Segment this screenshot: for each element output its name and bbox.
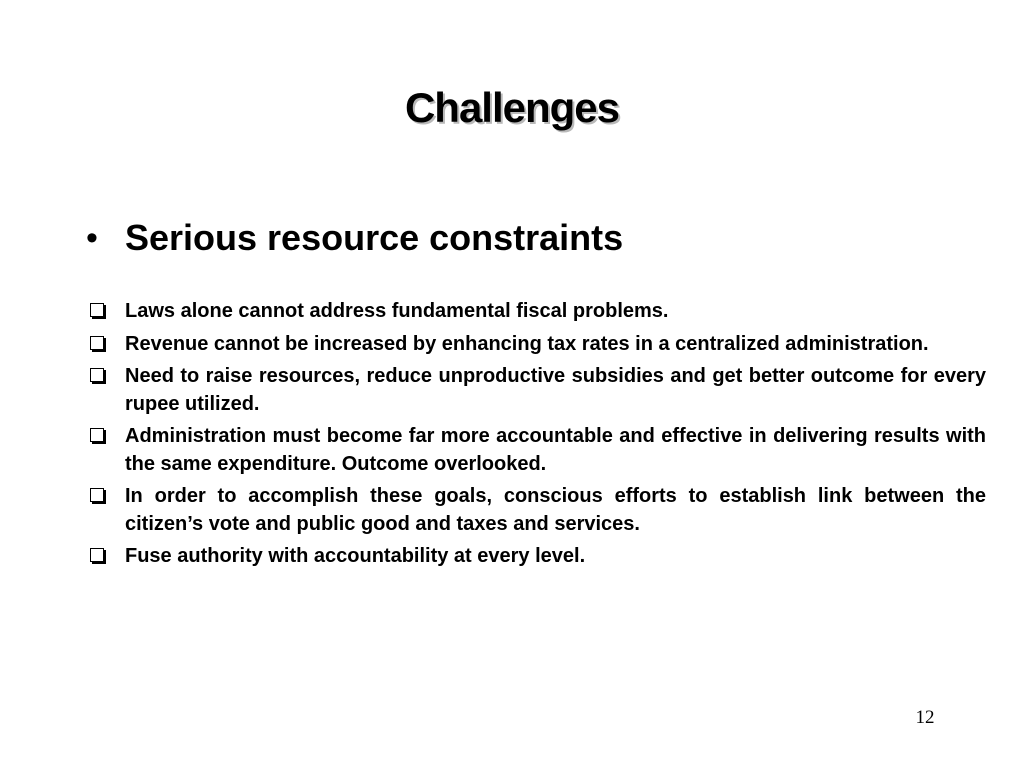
page-number: 12 <box>915 707 935 728</box>
sub-bullet-text: In order to accomplish these goals, conscious efforts to establish link between the citizen’s vote and public good and taxes and services. <box>125 485 986 535</box>
sub-bullet-text: Laws alone cannot address fundamental fiscal problems. <box>125 300 669 322</box>
checkbox-icon <box>90 488 104 502</box>
main-bullet-text: Serious resource constraints <box>125 217 624 258</box>
checkbox-icon <box>90 368 104 382</box>
checkbox-icon <box>90 548 104 562</box>
bullet-dot-icon: • <box>86 219 98 257</box>
sub-bullet-text: Administration must become far more accountable and effective in delivering results with the same expenditure. Outcome overlooked. <box>125 425 986 475</box>
checkbox-icon <box>90 303 104 317</box>
sub-bullet-text: Revenue cannot be increased by enhancing tax rates in a centralized administration. <box>125 332 929 355</box>
sub-bullet-list <box>90 298 986 576</box>
sub-bullet-item <box>90 483 986 538</box>
checkbox-icon <box>90 428 104 442</box>
sub-bullet-text: Fuse authority with accountability at every level. <box>125 545 586 567</box>
main-bullet <box>86 214 986 262</box>
sub-bullet-item <box>90 331 986 359</box>
sub-bullet-item <box>90 543 986 571</box>
sub-bullet-item <box>90 298 986 326</box>
sub-bullet-text: Need to raise resources, reduce unproductive subsidies and get better outcome for every rupee utilized. <box>125 365 986 415</box>
slide-title: Challenges <box>404 84 620 131</box>
sub-bullet-item <box>90 423 986 478</box>
checkbox-icon <box>90 336 104 350</box>
sub-bullet-item <box>90 363 986 418</box>
